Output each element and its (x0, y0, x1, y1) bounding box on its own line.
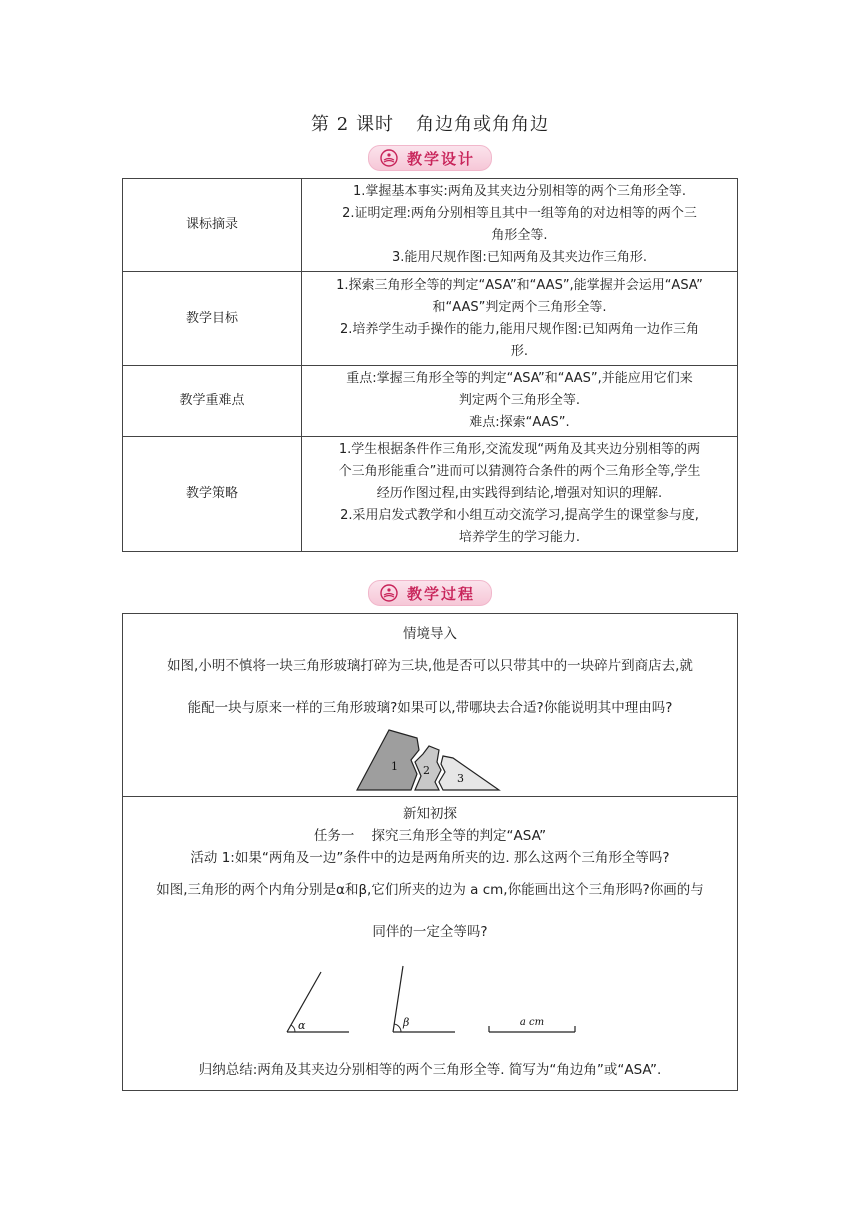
new-knowledge-heading: 新知初探 (403, 806, 457, 822)
intro-text-line1: 如图,小明不慎将一块三角形玻璃打碎为三块,他是否可以只带其中的一块碎片到商店去,就 (167, 658, 693, 674)
section-divider (123, 796, 737, 797)
book-icon (377, 149, 401, 167)
beta-label: β (403, 1016, 410, 1029)
piece-label-3: 3 (457, 772, 464, 785)
table-row (123, 437, 738, 552)
segment-a (489, 1017, 575, 1032)
table-row (123, 272, 738, 366)
task-title: 任务一 探究三角形全等的判定“ASA” (313, 828, 547, 844)
book-icon (377, 584, 401, 602)
row-content: 1.学生根据条件作三角形,交流发现“两角及其夹边分别相等的两 个三角形能重合”进而可以猜测符合条件的两个三角形全等,学生 经历作图过程,由实践得到结论,增强对知识的理解. 2.采用启发式教学和小组互动交流学习,提高学生的课堂参与度, 培养学生的学习能力. (302, 437, 738, 552)
table-row (123, 179, 738, 272)
row-label: 教学重难点 (123, 366, 302, 437)
row-label: 教学策略 (123, 437, 302, 552)
angle-alpha (287, 972, 349, 1032)
piece-label-2: 2 (423, 764, 430, 777)
angle-beta (393, 966, 455, 1032)
teaching-process-box (122, 613, 738, 1091)
row-label: 课标摘录 (123, 179, 302, 272)
badge-label: 教学过程 (406, 584, 476, 603)
intro-heading: 情境导入 (403, 626, 457, 642)
row-content: 1.掌握基本事实:两角及其夹边分别相等的两个三角形全等. 2.证明定理:两角分别相等且其中一组等角的对边相等的两个三 角形全等. 3.能用尺规作图:已知两角及其夹边作三角形. (302, 179, 738, 272)
glass-piece-1 (357, 730, 419, 790)
teaching-design-badge (368, 145, 492, 171)
row-label: 教学目标 (123, 272, 302, 366)
lesson-topic: 角边角或角角边 (415, 114, 549, 135)
badge-label: 教学设计 (406, 149, 476, 168)
alpha-label: α (298, 1019, 306, 1032)
segment-label: a cm (519, 1017, 545, 1028)
activity-text: 活动 1:如果“两角及一边”条件中的边是两角所夹的边. 那么这两个三角形全等吗? (190, 850, 670, 866)
broken-glass-figure (355, 728, 501, 792)
row-content: 重点:掌握三角形全等的判定“ASA”和“AAS”,并能应用它们来 判定两个三角形全等. 难点:探索“AAS”. (302, 366, 738, 437)
angles-figure (283, 964, 583, 1036)
lesson-number: 第 2 课时 (311, 114, 394, 135)
intro-text-line2: 能配一块与原来一样的三角形玻璃?如果可以,带哪块去合适?你能说明其中理由吗? (187, 700, 673, 716)
page-title (0, 110, 860, 136)
row-content: 1.探索三角形全等的判定“ASA”和“AAS”,能掌握并会运用“ASA” 和“AAS”判定两个三角形全等. 2.培养学生动手操作的能力,能用尺规作图:已知两角一边作三角 形. (302, 272, 738, 366)
teaching-design-table (122, 178, 738, 552)
question-line1: 如图,三角形的两个内角分别是α和β,它们所夹的边为 a cm,你能画出这个三角形吗?你画的与 (156, 882, 704, 898)
table-row (123, 366, 738, 437)
question-line2: 同伴的一定全等吗? (372, 924, 488, 940)
teaching-process-badge (368, 580, 492, 606)
piece-label-1: 1 (391, 760, 398, 773)
glass-piece-3 (439, 756, 499, 790)
summary-text: 归纳总结:两角及其夹边分别相等的两个三角形全等. 简写为“角边角”或“ASA”. (198, 1062, 662, 1078)
